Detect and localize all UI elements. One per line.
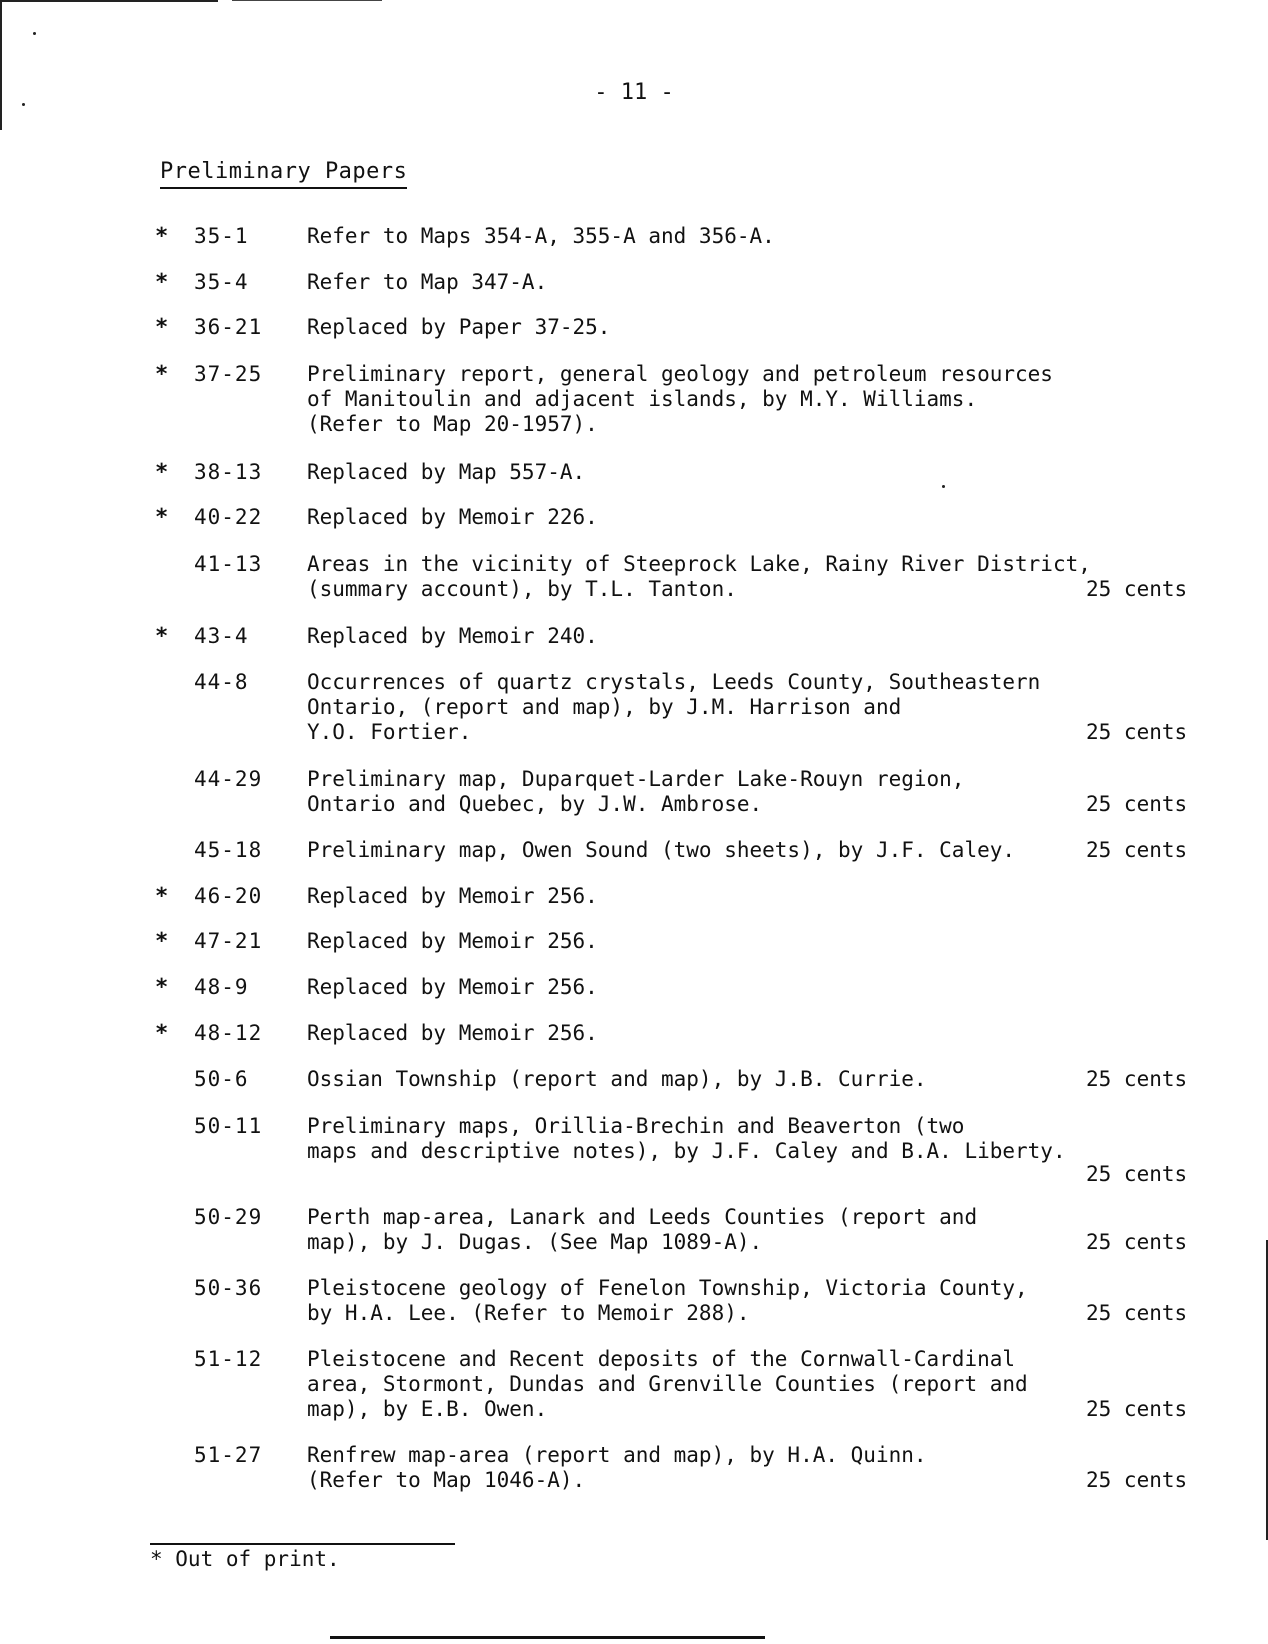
paper-description	[307, 1114, 1107, 1164]
description-line: Renfrew map-area (report and map), by H.A. Quinn.	[307, 1443, 927, 1467]
out-of-print-marker: *	[155, 460, 169, 485]
price: 25 cents	[1086, 1067, 1188, 1091]
description-line: Ontario and Quebec, by J.W. Ambrose.	[307, 792, 763, 816]
paper-description	[307, 460, 1107, 485]
description-line: Perth map-area, Lanark and Leeds Counties (report and	[307, 1205, 978, 1229]
out-of-print-marker: *	[155, 315, 169, 340]
paper-description	[307, 884, 1107, 909]
description-line: of Manitoulin and adjacent islands, by M.Y. Williams.	[307, 387, 978, 411]
footnote: * Out of print.	[150, 1547, 340, 1571]
description-line: Replaced by Memoir 240.	[307, 624, 598, 648]
out-of-print-marker: *	[155, 362, 169, 387]
paper-description	[307, 1205, 1107, 1255]
paper-description	[307, 1276, 1107, 1326]
paper-description	[307, 838, 1107, 863]
footnote-rule	[150, 1543, 455, 1545]
description-line: (summary account), by T.L. Tanton.	[307, 577, 737, 601]
out-of-print-marker: *	[155, 270, 169, 295]
price: 25 cents	[1086, 1397, 1188, 1421]
paper-number: 47-21	[194, 929, 263, 953]
paper-description	[307, 767, 1107, 817]
price: 25 cents	[1086, 1162, 1188, 1186]
paper-number: 44-8	[194, 670, 249, 694]
paper-number: 46-20	[194, 884, 263, 908]
out-of-print-marker: *	[155, 1021, 169, 1046]
paper-description	[307, 270, 1107, 295]
paper-number: 48-12	[194, 1021, 263, 1045]
description-line: Pleistocene geology of Fenelon Township, Victoria County,	[307, 1276, 1028, 1300]
description-line: (Refer to Map 1046-A).	[307, 1468, 586, 1492]
price: 25 cents	[1086, 838, 1188, 862]
paper-number: 50-29	[194, 1205, 263, 1229]
description-line: Replaced by Memoir 256.	[307, 975, 598, 999]
paper-description	[307, 224, 1107, 249]
paper-number: 38-13	[194, 460, 263, 484]
description-line: Areas in the vicinity of Steeprock Lake, Rainy River District,	[307, 552, 1091, 576]
description-line: Preliminary map, Owen Sound (two sheets), by J.F. Caley.	[307, 838, 1016, 862]
paper-description	[307, 1347, 1107, 1422]
price: 25 cents	[1086, 720, 1188, 744]
description-line: map), by J. Dugas. (See Map 1089-A).	[307, 1230, 763, 1254]
paper-description	[307, 1067, 1107, 1092]
paper-description	[307, 1443, 1107, 1493]
description-line: Replaced by Memoir 256.	[307, 1021, 598, 1045]
description-line: Preliminary maps, Orillia-Brechin and Beaverton (two	[307, 1114, 965, 1138]
paper-description	[307, 362, 1107, 437]
description-line: maps and descriptive notes), by J.F. Caley and B.A. Liberty.	[307, 1139, 1066, 1163]
description-line: Replaced by Memoir 226.	[307, 505, 598, 529]
price: 25 cents	[1086, 792, 1188, 816]
description-line: map), by E.B. Owen.	[307, 1397, 548, 1421]
paper-number: 50-11	[194, 1114, 263, 1138]
price: 25 cents	[1086, 1468, 1188, 1492]
out-of-print-marker: *	[155, 224, 169, 249]
out-of-print-marker: *	[155, 975, 169, 1000]
paper-description	[307, 624, 1107, 649]
paper-description	[307, 670, 1107, 745]
out-of-print-marker: *	[155, 929, 169, 954]
paper-number: 50-36	[194, 1276, 263, 1300]
paper-description	[307, 1021, 1107, 1046]
price: 25 cents	[1086, 1301, 1188, 1325]
page-number: - 11 -	[594, 80, 674, 105]
paper-number: 51-12	[194, 1347, 263, 1371]
description-line: Replaced by Memoir 256.	[307, 929, 598, 953]
out-of-print-marker: *	[155, 505, 169, 530]
description-line: Preliminary map, Duparquet-Larder Lake-Rouyn region,	[307, 767, 965, 791]
section-title: Preliminary Papers	[160, 159, 407, 189]
description-line: by H.A. Lee. (Refer to Memoir 288).	[307, 1301, 750, 1325]
description-line: Replaced by Memoir 256.	[307, 884, 598, 908]
description-line: Refer to Map 347-A.	[307, 270, 548, 294]
paper-number: 37-25	[194, 362, 263, 386]
paper-number: 51-27	[194, 1443, 263, 1467]
out-of-print-marker: *	[155, 884, 169, 909]
description-line: Preliminary report, general geology and petroleum resources	[307, 362, 1053, 386]
paper-number: 41-13	[194, 552, 263, 576]
description-line: area, Stormont, Dundas and Grenville Counties (report and	[307, 1372, 1028, 1396]
paper-description	[307, 975, 1107, 1000]
paper-number: 36-21	[194, 315, 263, 339]
price: 25 cents	[1086, 577, 1188, 601]
paper-number: 40-22	[194, 505, 263, 529]
paper-number: 35-1	[194, 224, 249, 248]
description-line: Replaced by Paper 37-25.	[307, 315, 611, 339]
description-line: Replaced by Map 557-A.	[307, 460, 586, 484]
paper-description	[307, 315, 1107, 340]
paper-number: 50-6	[194, 1067, 249, 1091]
description-line: Pleistocene and Recent deposits of the Cornwall-Cardinal	[307, 1347, 1016, 1371]
description-line: Refer to Maps 354-A, 355-A and 356-A.	[307, 224, 775, 248]
price: 25 cents	[1086, 1230, 1188, 1254]
paper-description	[307, 552, 1107, 602]
paper-number: 35-4	[194, 270, 249, 294]
description-line: Ossian Township (report and map), by J.B. Currie.	[307, 1067, 927, 1091]
out-of-print-marker: *	[155, 624, 169, 649]
description-line: Ontario, (report and map), by J.M. Harrison and	[307, 695, 902, 719]
paper-number: 44-29	[194, 767, 263, 791]
paper-number: 48-9	[194, 975, 249, 999]
description-line: Y.O. Fortier.	[307, 720, 472, 744]
paper-number: 43-4	[194, 624, 249, 648]
paper-description	[307, 929, 1107, 954]
description-line: (Refer to Map 20-1957).	[307, 412, 598, 436]
paper-number: 45-18	[194, 838, 263, 862]
description-line: Occurrences of quartz crystals, Leeds County, Southeastern	[307, 670, 1041, 694]
paper-description	[307, 505, 1107, 530]
